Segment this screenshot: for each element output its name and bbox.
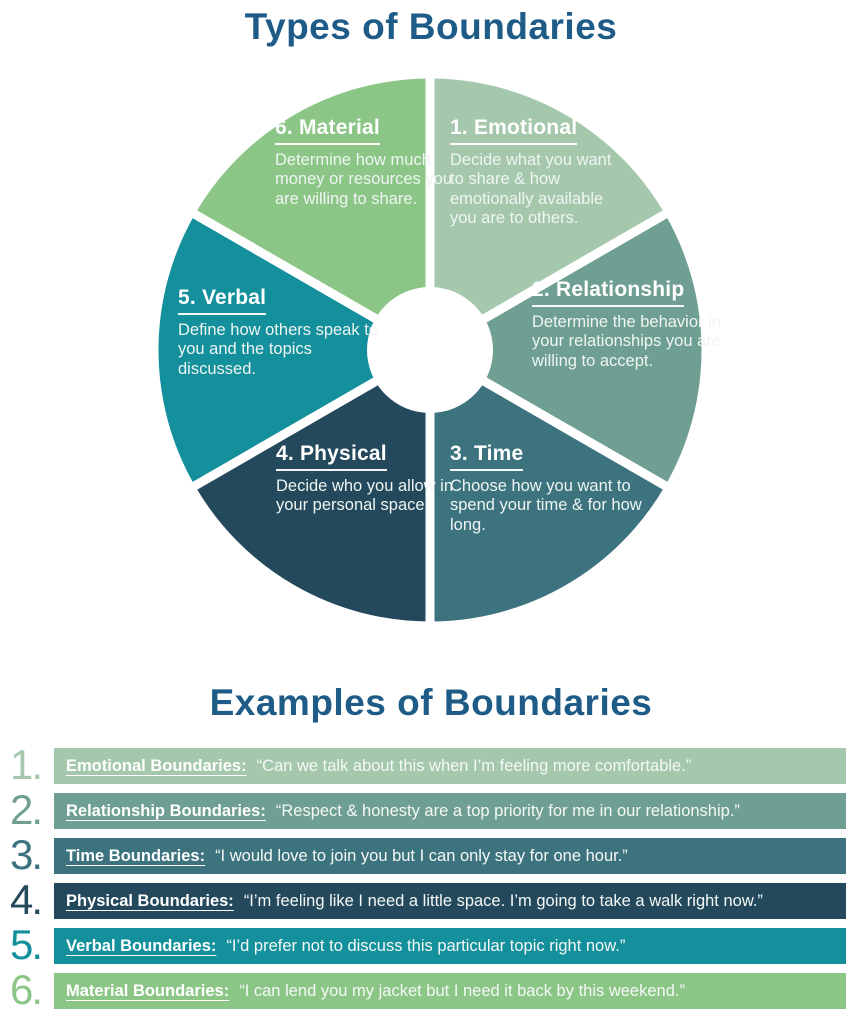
segment-heading: 2. Relationship xyxy=(532,278,684,307)
example-row-material xyxy=(0,966,862,1013)
segment-heading: 5. Verbal xyxy=(178,286,266,315)
segment-text-emotional xyxy=(450,116,626,229)
example-quote: “I would love to join you but I can only stay for one hour.” xyxy=(215,846,628,865)
example-label: Verbal Boundaries: xyxy=(66,936,217,955)
segment-description: Determine the behavior in your relationships you are willing to accept. xyxy=(532,313,721,370)
segment-heading: 6. Material xyxy=(275,116,380,145)
example-label: Physical Boundaries: xyxy=(66,891,234,910)
segment-text-time xyxy=(450,442,652,535)
boundaries-wheel-diagram xyxy=(150,70,721,630)
example-bar xyxy=(54,928,846,964)
example-row-physical xyxy=(0,876,862,923)
row-number: 2. xyxy=(10,786,42,833)
segment-description: Decide who you allow in your personal space. xyxy=(276,477,454,515)
segment-text-verbal xyxy=(178,286,384,379)
example-row-verbal xyxy=(0,921,862,968)
example-label: Material Boundaries: xyxy=(66,981,230,1000)
row-number: 5. xyxy=(10,921,42,968)
page-title: Types of Boundaries xyxy=(244,6,618,47)
example-row-relationship xyxy=(0,786,862,833)
row-number: 6. xyxy=(10,966,42,1013)
row-number: 4. xyxy=(10,876,42,923)
example-bar xyxy=(54,838,846,874)
examples-list xyxy=(0,741,862,1018)
example-label: Emotional Boundaries: xyxy=(66,756,247,775)
example-row-emotional xyxy=(0,741,862,788)
example-bar xyxy=(54,748,846,784)
example-bar xyxy=(54,793,846,829)
example-quote: “Can we talk about this when I’m feeling more comfortable.” xyxy=(256,756,692,775)
segment-description: Determine how much money or resources you are willing to share. xyxy=(275,151,452,208)
segment-heading: 3. Time xyxy=(450,442,523,471)
segment-heading: 1. Emotional xyxy=(450,116,577,145)
segment-text-relationship xyxy=(532,278,728,371)
segment-heading: 4. Physical xyxy=(276,442,387,471)
row-number: 3. xyxy=(10,831,42,878)
example-bar xyxy=(54,883,846,919)
example-quote: “Respect & honesty are a top priority for me in our relationship.” xyxy=(275,801,740,820)
example-label: Time Boundaries: xyxy=(66,846,206,865)
segment-text-material xyxy=(275,116,457,209)
example-label: Relationship Boundaries: xyxy=(66,801,266,820)
examples-title: Examples of Boundaries xyxy=(209,682,653,723)
segment-description: Choose how you want to spend your time & for how long. xyxy=(450,477,642,534)
segment-description: Define how others speak to you and the topics discussed. xyxy=(178,321,378,378)
example-quote: “I’m feeling like I need a little space. I’m going to take a walk right now.” xyxy=(243,891,763,910)
example-quote: “I can lend you my jacket but I need it back by this weekend.” xyxy=(239,981,685,1000)
segment-description: Decide what you want to share & how emotionally available you are to others. xyxy=(450,151,612,228)
example-row-time xyxy=(0,831,862,878)
wheel-center-hole xyxy=(367,287,493,413)
example-quote: “I’d prefer not to discuss this particular topic right now.” xyxy=(226,936,626,955)
example-bar xyxy=(54,973,846,1009)
row-number: 1. xyxy=(10,741,42,788)
segment-text-physical xyxy=(276,442,454,516)
